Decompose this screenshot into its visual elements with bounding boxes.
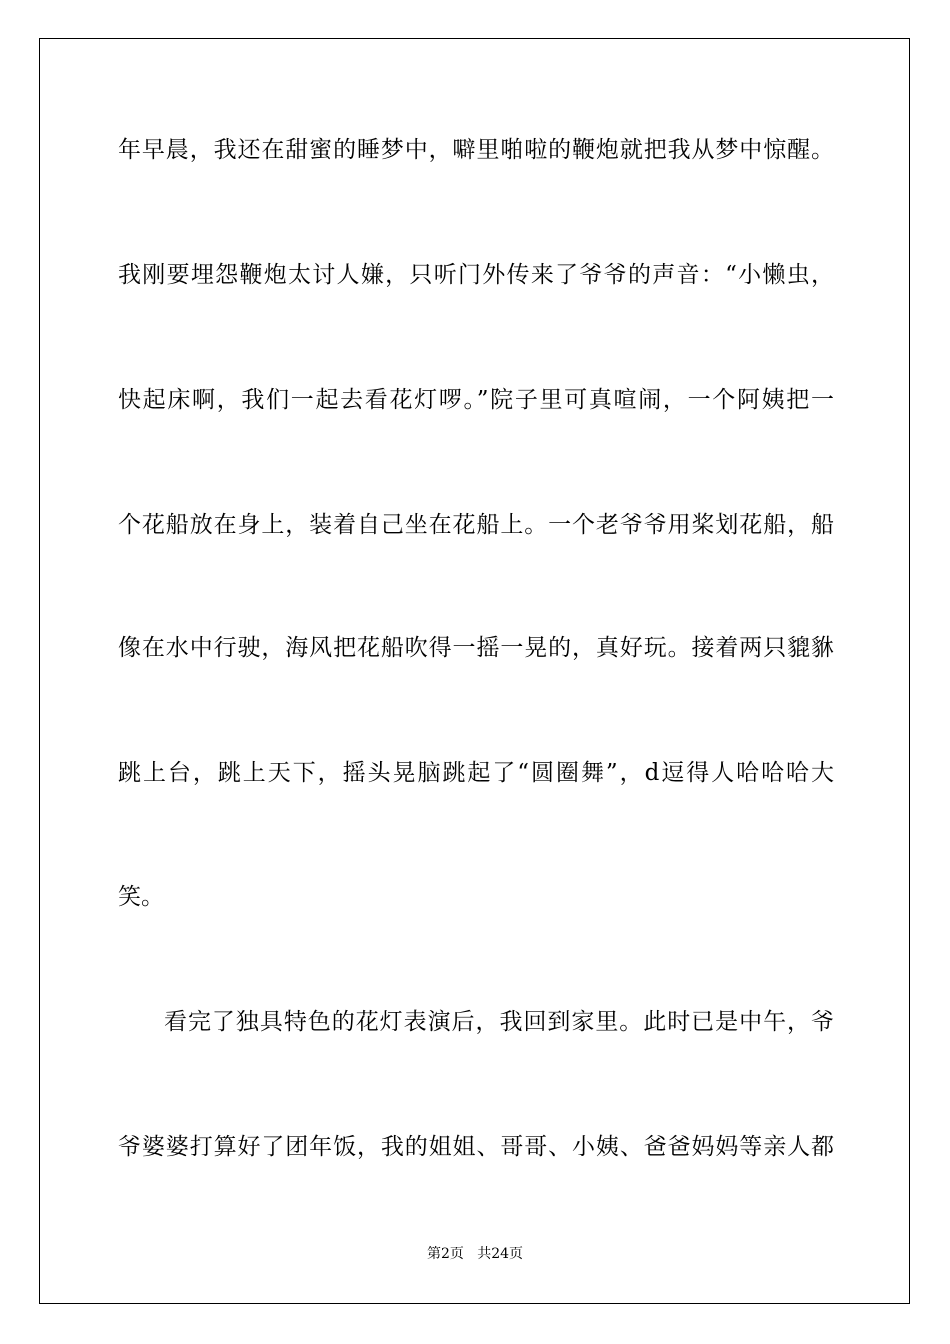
text-line-5: 像在水中行驶，海风把花船吹得一摇一晃的，真好玩。接着两只貔貅 (118, 635, 834, 661)
paragraph-first-line: 看完了独具特色的花灯表演后，我回到家里。此时已是中午，爷 (164, 1009, 834, 1035)
text-line-1: 年早晨，我还在甜蜜的睡梦中，噼里啪啦的鞭炮就把我从梦中惊醒。 (118, 137, 834, 163)
page-border (39, 38, 910, 1304)
text-line-7: 笑。 (118, 884, 164, 910)
page-number-footer: 第2页 共24页 (426, 1246, 524, 1262)
text-line-3: 快起床啊，我们一起去看花灯啰。”院子里可真喧闹，一个阿姨把一 (118, 387, 834, 413)
text-line-9: 爷婆婆打算好了团年饭，我的姐姐、哥哥、小姨、爸爸妈妈等亲人都 (118, 1134, 834, 1160)
text-line-2: 我刚要埋怨鞭炮太讨人嫌，只听门外传来了爷爷的声音：“小懒虫， (118, 262, 834, 288)
text-line-4: 个花船放在身上，装着自己坐在花船上。一个老爷爷用桨划花船，船 (118, 512, 834, 538)
text-line-6: 跳上台，跳上天下，摇头晃脑跳起了“圆圈舞”，d逗得人哈哈哈大 (118, 760, 834, 786)
